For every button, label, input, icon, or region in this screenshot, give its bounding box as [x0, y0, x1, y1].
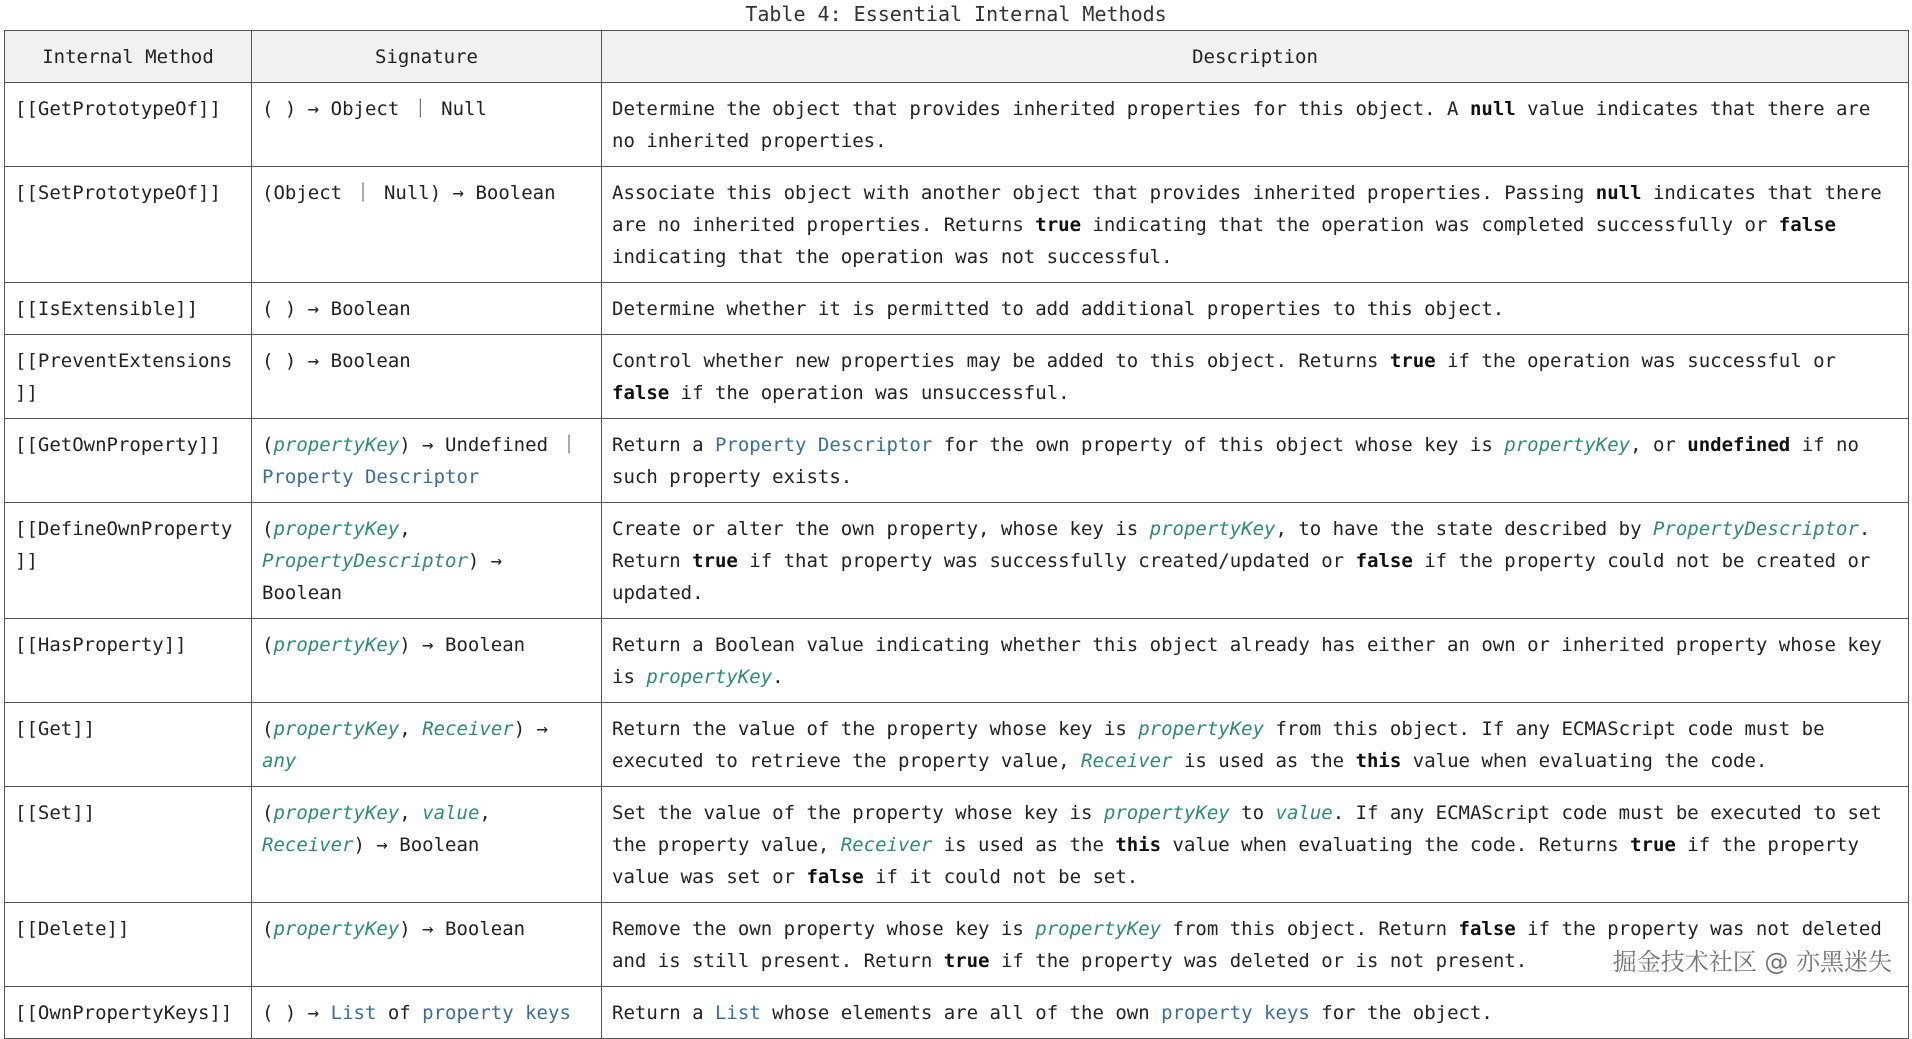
text-run: . If any ECMAScript code must be executed to set the property value,	[612, 802, 1882, 856]
column-header-description: Description	[602, 31, 1909, 83]
table-row	[5, 787, 1909, 903]
table-row	[5, 335, 1909, 419]
text-run: . Return	[612, 518, 1871, 572]
column-header-internal-method: Internal Method	[5, 31, 252, 83]
text-run: if no such property exists.	[612, 434, 1859, 488]
keyword-value: false	[1458, 918, 1516, 940]
spec-link[interactable]: property keys	[422, 1002, 571, 1024]
text-run: ) → Boolean	[399, 918, 526, 940]
text-run: value when evaluating the code.	[1401, 750, 1768, 772]
signature-cell	[252, 703, 602, 787]
parameter-name: propertyKey	[273, 802, 400, 824]
text-run: if that property was successfully created/updated or	[737, 550, 1356, 572]
text-run: whose elements are all of the own	[760, 1002, 1162, 1024]
text-run: Return a	[612, 434, 715, 456]
text-run: indicates that there are no inherited properties. Returns	[612, 182, 1882, 236]
keyword-value: false	[806, 866, 864, 888]
description-cell	[602, 335, 1909, 419]
text-run: ,	[399, 518, 411, 540]
text-run: Control whether new properties may be added to this object. Returns	[612, 350, 1390, 372]
text-run: is used as the	[1172, 750, 1356, 772]
keyword-value: true	[1389, 350, 1436, 372]
text-run: ( ) →	[262, 1002, 331, 1024]
text-run: Return a Boolean value indicating whether this object already has either an own or inherited property whose key is	[612, 634, 1882, 688]
text-run: ) → Boolean	[353, 834, 480, 856]
parameter-name: propertyKey	[1138, 718, 1265, 740]
signature-cell	[252, 503, 602, 619]
description-cell	[602, 167, 1909, 283]
signature-cell	[252, 167, 602, 283]
text-run: (	[262, 918, 274, 940]
text-run: value indicates that there are no inherited properties.	[612, 98, 1871, 152]
table-row	[5, 987, 1909, 1039]
text-run: for the object.	[1309, 1002, 1493, 1024]
method-name-cell: [[GetPrototypeOf]]	[5, 83, 252, 167]
text-run: ( ) → Boolean	[262, 298, 411, 320]
text-run: if the property value was set or	[612, 834, 1859, 888]
text-run: , or	[1630, 434, 1688, 456]
text-run: to	[1229, 802, 1276, 824]
text-run: (	[262, 518, 274, 540]
text-run: is used as the	[932, 834, 1116, 856]
text-run: from this object. If any ECMAScript code must be executed to retrieve the property value,	[612, 718, 1825, 772]
text-run: ) → Boolean	[399, 634, 526, 656]
table-row	[5, 167, 1909, 283]
parameter-name: propertyKey	[273, 434, 400, 456]
method-name-cell: [[DefineOwnProperty]]	[5, 503, 252, 619]
signature-cell	[252, 83, 602, 167]
text-run: (Object ｜ Null) → Boolean	[262, 182, 556, 204]
spec-link[interactable]: List	[714, 1002, 761, 1024]
parameter-name: Receiver	[422, 718, 514, 740]
method-name-cell: [[HasProperty]]	[5, 619, 252, 703]
text-run: value when evaluating the code. Returns	[1161, 834, 1631, 856]
text-run: indicating that the operation was not successful.	[612, 246, 1173, 268]
signature-cell	[252, 335, 602, 419]
description-cell	[602, 419, 1909, 503]
description-cell	[602, 619, 1909, 703]
text-run: indicating that the operation was completed successfully or	[1081, 214, 1779, 236]
text-run: Return a	[612, 1002, 715, 1024]
text-run: (	[262, 718, 274, 740]
keyword-value: false	[1355, 550, 1413, 572]
table-row	[5, 503, 1909, 619]
text-run: if it could not be set.	[863, 866, 1139, 888]
text-run: Determine whether it is permitted to add additional properties to this object.	[612, 298, 1505, 320]
method-name-cell: [[IsExtensible]]	[5, 283, 252, 335]
signature-cell	[252, 619, 602, 703]
internal-methods-table	[4, 30, 1909, 1039]
text-run: (	[262, 802, 274, 824]
signature-cell	[252, 987, 602, 1039]
description-cell	[602, 83, 1909, 167]
description-cell	[602, 283, 1909, 335]
text-run: ) →	[513, 718, 549, 740]
description-cell	[602, 787, 1909, 903]
text-run: ,	[399, 802, 423, 824]
description-cell	[602, 987, 1909, 1039]
table-body	[5, 83, 1909, 1039]
text-run: ,	[399, 718, 423, 740]
keyword-value: null	[1595, 182, 1642, 204]
column-header-signature: Signature	[252, 31, 602, 83]
text-run: if the operation was successful or	[1435, 350, 1836, 372]
parameter-name: propertyKey	[1149, 518, 1276, 540]
text-run: Return the value of the property whose key is	[612, 718, 1139, 740]
table-row	[5, 283, 1909, 335]
text-run: (	[262, 434, 274, 456]
text-run: Create or alter the own property, whose key is	[612, 518, 1150, 540]
parameter-name: propertyKey	[273, 634, 400, 656]
text-run: for the own property of this object whose key is	[932, 434, 1505, 456]
text-run: if the property was deleted or is not present.	[989, 950, 1528, 972]
spec-link[interactable]: property keys	[1161, 1002, 1310, 1024]
parameter-name: propertyKey	[646, 666, 773, 688]
signature-cell	[252, 787, 602, 903]
text-run: ) → Boolean	[262, 550, 503, 604]
parameter-name: propertyKey	[273, 918, 400, 940]
text-run: of	[376, 1002, 423, 1024]
parameter-name: Receiver	[1081, 750, 1173, 772]
keyword-value: false	[1778, 214, 1836, 236]
spec-link[interactable]: Property Descriptor	[714, 434, 933, 456]
parameter-name: propertyKey	[273, 518, 400, 540]
method-name-cell: [[Delete]]	[5, 903, 252, 987]
watermark: 掘金技术社区 @ 亦黑迷失	[1612, 948, 1892, 976]
signature-cell	[252, 283, 602, 335]
spec-link[interactable]: Property Descriptor	[262, 466, 480, 488]
signature-cell	[252, 419, 602, 503]
keyword-value: this	[1115, 834, 1162, 856]
method-name-cell: [[Set]]	[5, 787, 252, 903]
table-row	[5, 419, 1909, 503]
text-run: Determine the object that provides inherited properties for this object. A	[612, 98, 1470, 120]
text-run: Associate this object with another object that provides inherited properties. Passing	[612, 182, 1596, 204]
parameter-name: Receiver	[840, 834, 933, 856]
description-cell	[602, 703, 1909, 787]
text-run: .	[772, 666, 784, 688]
description-cell	[602, 503, 1909, 619]
keyword-value: null	[1469, 98, 1516, 120]
signature-cell	[252, 903, 602, 987]
parameter-name: PropertyDescriptor	[1652, 518, 1859, 540]
keyword-value: true	[943, 950, 990, 972]
text-run: Remove the own property whose key is	[612, 918, 1036, 940]
method-name-cell: [[SetPrototypeOf]]	[5, 167, 252, 283]
keyword-value: true	[692, 550, 738, 572]
spec-link[interactable]: List	[330, 1002, 377, 1024]
parameter-name: propertyKey	[1504, 434, 1631, 456]
text-run: if the property was not deleted and is still present. Return	[612, 918, 1882, 972]
parameter-name: propertyKey	[1035, 918, 1162, 940]
method-name-cell: [[OwnPropertyKeys]]	[5, 987, 252, 1039]
keyword-value: true	[1630, 834, 1676, 856]
parameter-name: propertyKey	[1103, 802, 1230, 824]
type-any: any	[262, 750, 297, 772]
method-name-cell: [[PreventExtensions]]	[5, 335, 252, 419]
keyword-value: undefined	[1687, 434, 1791, 456]
table-caption: Table 4: Essential Internal Methods	[745, 2, 1167, 26]
text-run: , to have the state described by	[1275, 518, 1653, 540]
text-run: ) → Undefined ｜	[399, 434, 579, 456]
text-run: from this object. Return	[1161, 918, 1459, 940]
keyword-value: true	[1035, 214, 1082, 236]
table-row	[5, 703, 1909, 787]
text-run: ,	[479, 802, 491, 824]
table-row	[5, 83, 1909, 167]
text-run: Set the value of the property whose key is	[612, 802, 1104, 824]
text-run: (	[262, 634, 274, 656]
parameter-name: value	[422, 802, 480, 824]
text-run: ( ) → Boolean	[262, 350, 411, 372]
parameter-name: value	[1275, 802, 1333, 824]
keyword-value: this	[1355, 750, 1402, 772]
text-run: if the property could not be created or updated.	[612, 550, 1871, 604]
method-name-cell: [[Get]]	[5, 703, 252, 787]
text-run: ( ) → Object ｜ Null	[262, 98, 487, 120]
table-header-row	[5, 31, 1909, 83]
parameter-name: propertyKey	[273, 718, 400, 740]
parameter-name: Receiver	[262, 834, 354, 856]
parameter-name: PropertyDescriptor	[262, 550, 468, 572]
table-row	[5, 619, 1909, 703]
text-run: if the operation was unsuccessful.	[669, 382, 1070, 404]
method-name-cell: [[GetOwnProperty]]	[5, 419, 252, 503]
keyword-value: false	[612, 382, 670, 404]
